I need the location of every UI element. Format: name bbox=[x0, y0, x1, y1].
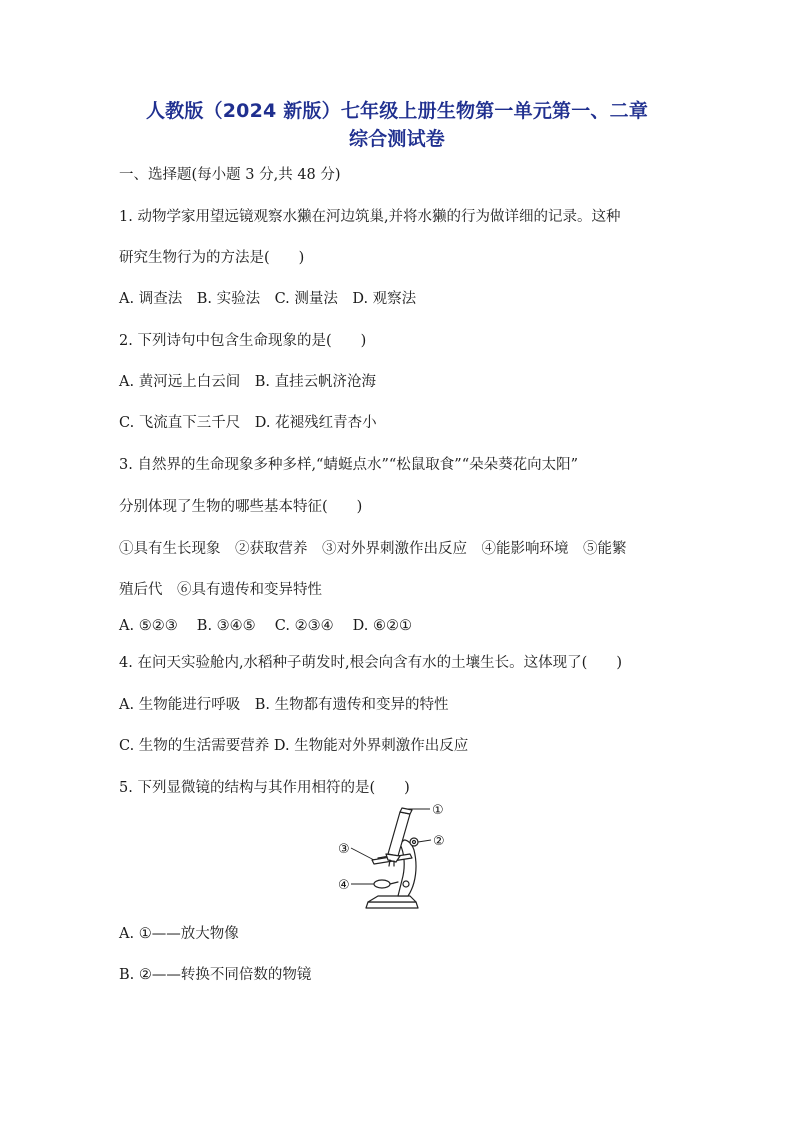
question-3-stem-line4: 殖后代 ⑥具有遗传和变异特性 bbox=[119, 582, 322, 598]
question-4-stem: 4. 在问天实验舱内,水稻种子萌发时,根会向含有水的土壤生长。这体现了( ) bbox=[119, 655, 622, 671]
question-2-options-line1: A. 黄河远上白云间 B. 直挂云帆济沧海 bbox=[119, 374, 377, 390]
question-5-option-b: B. ②——转换不同倍数的物镜 bbox=[119, 967, 312, 983]
exam-title-line2: 综合测试卷 bbox=[348, 128, 445, 150]
question-2-options-line2: C. 飞流直下三千尺 D. 花褪残红青杏小 bbox=[119, 415, 377, 431]
question-4-options-line1: A. 生物能进行呼吸 B. 生物都有遗传和变异的特性 bbox=[119, 697, 449, 713]
question-2-stem: 2. 下列诗句中包含生命现象的是( ) bbox=[119, 333, 367, 349]
question-5-option-a: A. ①——放大物像 bbox=[119, 926, 239, 942]
question-1-stem-line2: 研究生物行为的方法是( ) bbox=[119, 250, 305, 266]
question-5-stem: 5. 下列显微镜的结构与其作用相符的是( ) bbox=[119, 780, 410, 796]
question-1-options: A. 调查法 B. 实验法 C. 测量法 D. 观察法 bbox=[119, 291, 417, 307]
figure-label-2: ② bbox=[433, 834, 445, 849]
figure-label-4: ④ bbox=[338, 878, 350, 893]
question-3-stem-line2: 分别体现了生物的哪些基本特征( ) bbox=[119, 499, 363, 515]
question-1-stem-line1: 1. 动物学家用望远镜观察水獭在河边筑巢,并将水獭的行为做详细的记录。这种 bbox=[119, 209, 621, 225]
figure-label-1: ① bbox=[432, 804, 444, 818]
question-3-stem-line1: 3. 自然界的生命现象多种多样,“蜻蜓点水”“松鼠取食”“朵朵葵花向太阳” bbox=[119, 457, 579, 473]
question-3-stem-line3: ①具有生长现象 ②获取营养 ③对外界刺激作出反应 ④能影响环境 ⑤能繁 bbox=[119, 541, 627, 557]
section-heading: 一、选择题(每小题 3 分,共 48 分) bbox=[119, 167, 341, 183]
question-4-options-line2: C. 生物的生活需要营养 D. 生物能对外界刺激作出反应 bbox=[119, 738, 469, 754]
figure-label-3: ③ bbox=[338, 842, 350, 857]
exam-title-line1: 人教版（2024 新版）七年级上册生物第一单元第一、二章 bbox=[145, 100, 649, 122]
question-3-options: A. ⑤②③ B. ③④⑤ C. ②③④ D. ⑥②① bbox=[119, 618, 413, 634]
microscope-figure bbox=[338, 804, 456, 916]
